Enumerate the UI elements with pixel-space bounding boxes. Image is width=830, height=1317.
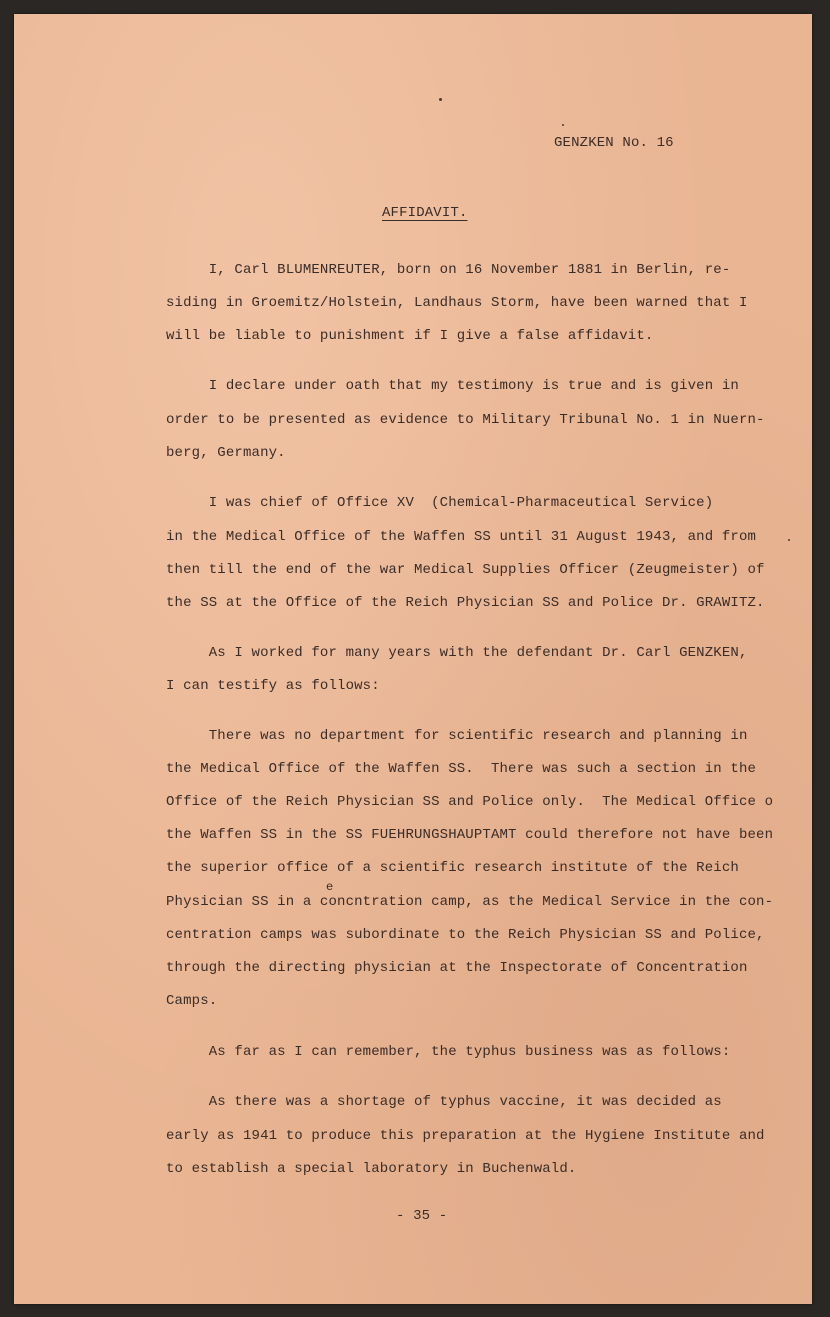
text-line: Camps.	[166, 993, 218, 1009]
text-line: Office of the Reich Physician SS and Police only. The Medical Office o	[166, 794, 774, 810]
text-line: to establish a special laboratory in Buchenwald.	[166, 1161, 577, 1177]
text-line: Physician SS in a concntration camp, as the Medical Service in the con-	[166, 894, 774, 910]
document-page	[14, 14, 812, 1304]
text-line: order to be presented as evidence to Military Tribunal No. 1 in Nuern-	[166, 412, 765, 428]
inserted-letter: e	[326, 880, 334, 894]
document-reference: GENZKEN No. 16	[554, 135, 674, 151]
page-number: - 35 -	[396, 1208, 448, 1224]
text-line: As far as I can remember, the typhus business was as follows:	[166, 1044, 731, 1060]
paper-speck	[562, 124, 564, 126]
text-line: I, Carl BLUMENREUTER, born on 16 November 1881 in Berlin, re-	[166, 262, 731, 278]
text-line: There was no department for scientific research and planning in	[166, 728, 748, 744]
text-line: early as 1941 to produce this preparation at the Hygiene Institute and	[166, 1128, 765, 1144]
text-line: in the Medical Office of the Waffen SS until 31 August 1943, and from	[166, 529, 757, 545]
text-line: the SS at the Office of the Reich Physician SS and Police Dr. GRAWITZ.	[166, 595, 765, 611]
text-line: through the directing physician at the Inspectorate of Concentration	[166, 960, 748, 976]
document-title: AFFIDAVIT.	[382, 205, 468, 221]
text-line: I was chief of Office XV (Chemical-Pharmaceutical Service)	[166, 495, 714, 511]
text-line: siding in Groemitz/Holstein, Landhaus Storm, have been warned that I	[166, 295, 748, 311]
text-line: the Waffen SS in the SS FUEHRUNGSHAUPTAMT could therefore not have been	[166, 827, 774, 843]
text-line: the Medical Office of the Waffen SS. There was such a section in the	[166, 761, 757, 777]
paper-speck	[439, 98, 442, 101]
text-line: centration camps was subordinate to the Reich Physician SS and Police,	[166, 927, 765, 943]
text-line: As I worked for many years with the defendant Dr. Carl GENZKEN,	[166, 645, 748, 661]
text-line: will be liable to punishment if I give a false affidavit.	[166, 328, 654, 344]
text-line: I declare under oath that my testimony is true and is given in	[166, 378, 739, 394]
text-line: berg, Germany.	[166, 445, 286, 461]
text-line: As there was a shortage of typhus vaccine, it was decided as	[166, 1094, 722, 1110]
text-line: the superior office of a scientific research institute of the Reich	[166, 860, 739, 876]
text-line: then till the end of the war Medical Supplies Officer (Zeugmeister) of	[166, 562, 765, 578]
text-line: I can testify as follows:	[166, 678, 380, 694]
paper-speck	[788, 539, 790, 541]
